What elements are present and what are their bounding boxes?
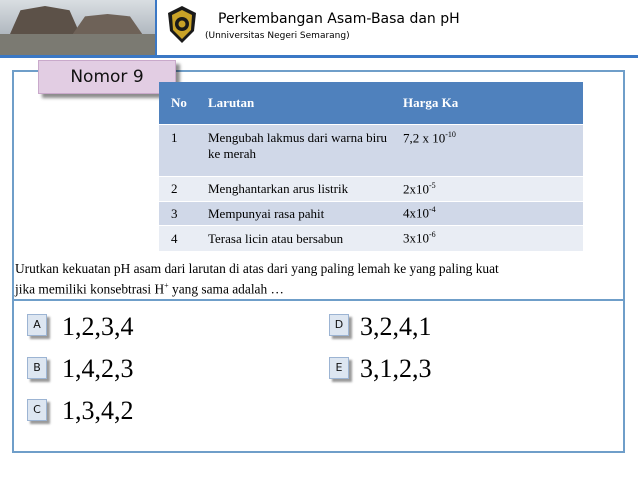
option-d-text[interactable]: 3,2,4,1 [360, 312, 432, 341]
table-header-row [159, 82, 583, 125]
cell-larutan: Menghantarkan arus listrik [196, 177, 391, 202]
table-row [159, 226, 583, 252]
col-header-larutan: Larutan [196, 82, 391, 125]
ka-exponent: -4 [429, 205, 436, 215]
col-header-no: No [159, 82, 196, 125]
option-e-text[interactable]: 3,1,2,3 [360, 354, 432, 383]
cell-harga-ka [391, 226, 583, 252]
ka-base: 7,2 x 10 [403, 130, 446, 146]
question-line-2-pre: jika memiliki konsebtrasi H [15, 281, 165, 297]
question-line-2-sup: + [164, 281, 169, 290]
option-b-badge[interactable]: B [27, 357, 47, 379]
campus-building-photo [0, 0, 155, 55]
ka-base: 2x10 [403, 181, 429, 197]
cell-no: 2 [159, 177, 196, 202]
cell-larutan: Mempunyai rasa pahit [196, 202, 391, 226]
page-title: Perkembangan Asam-Basa dan pH [218, 11, 460, 27]
option-b-text[interactable]: 1,4,2,3 [62, 354, 134, 383]
cell-no: 1 [159, 125, 196, 177]
cell-harga-ka [391, 125, 583, 177]
ka-exponent: -6 [429, 230, 436, 240]
question-text [15, 260, 615, 297]
page-subtitle: (Unniversitas Negeri Semarang) [205, 31, 350, 41]
table-row [159, 125, 583, 177]
header-banner [0, 0, 638, 55]
cell-larutan: Mengubah lakmus dari warna biru ke merah [196, 125, 391, 177]
data-table [159, 82, 583, 252]
option-a-badge[interactable]: A [27, 314, 47, 336]
question-number-badge: Nomor 9 [38, 60, 176, 94]
col-header-harga-ka: Harga Ka [391, 82, 583, 125]
question-line-2-post: yang sama adalah … [168, 281, 284, 297]
cell-no: 3 [159, 202, 196, 226]
question-line-2 [15, 277, 615, 297]
option-d-badge[interactable]: D [329, 314, 349, 336]
cell-no: 4 [159, 226, 196, 252]
header-underline [0, 55, 638, 58]
ka-base: 4x10 [403, 205, 429, 221]
ka-exponent: -10 [445, 130, 456, 139]
option-a-text[interactable]: 1,2,3,4 [62, 312, 134, 341]
ka-base: 3x10 [403, 230, 429, 246]
cell-larutan: Terasa licin atau bersabun [196, 226, 391, 252]
option-e-badge[interactable]: E [329, 357, 349, 379]
option-c-text[interactable]: 1,3,4,2 [62, 396, 134, 425]
frame-divider [12, 299, 625, 301]
table-row [159, 177, 583, 202]
university-logo-icon [166, 5, 198, 45]
cell-harga-ka [391, 177, 583, 202]
table-row [159, 202, 583, 226]
ka-exponent: -5 [429, 180, 436, 190]
cell-harga-ka [391, 202, 583, 226]
option-c-badge[interactable]: C [27, 399, 47, 421]
header-divider [155, 0, 157, 55]
question-line-1: Urutkan kekuatan pH asam dari larutan di atas dari yang paling lemah ke yang paling kuat [15, 261, 499, 276]
